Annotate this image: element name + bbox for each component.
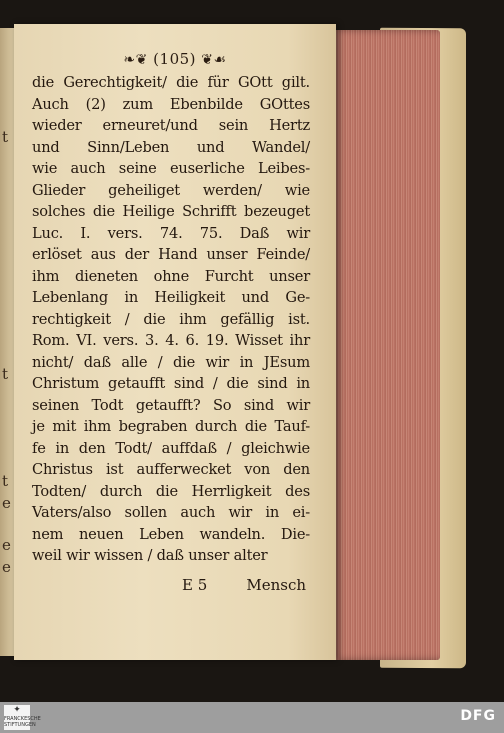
margin-char: t — [2, 365, 9, 383]
text-line: ihm dieneten ohne Furcht unser — [32, 267, 310, 285]
book-page — [14, 24, 336, 660]
margin-char: e — [2, 558, 11, 576]
text-line: Christus ist aufferwecket von den — [32, 461, 310, 478]
viewer-footer — [0, 702, 504, 733]
text-line: solches die Heilige Schrifft bezeuget — [32, 203, 310, 220]
text-line: Glieder geheiliget werden/ wie — [32, 181, 310, 199]
text-line: wieder erneuret/und sein Hertz — [32, 117, 310, 134]
text-line: rechtigkeit / die ihm gefällig ist. — [32, 310, 310, 328]
text-line: weil wir wissen / daß unser alter — [32, 547, 268, 564]
signature-mark: E 5 — [182, 576, 208, 594]
text-line: Vaters/also sollen auch wir in ei- — [32, 504, 310, 521]
margin-char: e — [2, 536, 11, 554]
page-header — [14, 50, 336, 68]
text-line: wie auch seine euserliche Leibes- — [32, 160, 310, 177]
text-line: Rom. VI. vers. 3. 4. 6. 19. Wisset ihr — [32, 332, 310, 349]
ornament-right-icon: ❦☙ — [201, 52, 227, 68]
text-line: Todten/ durch die Herrligkeit des — [32, 482, 310, 500]
text-line: je mit ihm begraben durch die Tauf- — [32, 418, 310, 435]
text-line: und Sinn/Leben und Wandel/ — [32, 138, 310, 156]
library-logo-icon: ✦ — [13, 705, 21, 715]
text-line: Christum getaufft sind / die sind in — [32, 375, 310, 392]
text-line: Luc. I. vers. 74. 75. Daß wir — [32, 224, 310, 242]
library-logo — [4, 705, 41, 730]
dfg-logo: DFG — [460, 708, 496, 724]
text-line: seinen Todt getaufft? So sind wir — [32, 396, 310, 414]
margin-char: t — [2, 128, 9, 146]
ornament-left-icon: ❧❦ — [123, 52, 148, 68]
page-edges — [332, 30, 440, 660]
text-line: die Gerechtigkeit/ die für GOtt gilt. — [32, 74, 310, 91]
text-line: Auch (2) zum Ebenbilde GOttes — [32, 95, 310, 113]
page-number: (105) — [153, 50, 197, 68]
text-line: Lebenlang in Heiligkeit und Ge- — [32, 289, 310, 306]
text-line: nem neuen Leben wandeln. Die- — [32, 525, 310, 543]
library-logo-text: FRANCKESCHE STIFTUNGEN — [4, 716, 41, 728]
text-line: erlöset aus der Hand unser Feinde/ — [32, 246, 310, 263]
text-line: fe in den Todt/ auffdaß / gleichwie — [32, 439, 310, 457]
catchword: Mensch — [246, 576, 306, 594]
page-footer-line — [32, 576, 310, 598]
margin-char: t — [2, 472, 9, 490]
margin-char: e — [2, 494, 11, 512]
body-text — [32, 72, 310, 567]
text-line: nicht/ daß alle / die wir in JEsum — [32, 353, 310, 371]
